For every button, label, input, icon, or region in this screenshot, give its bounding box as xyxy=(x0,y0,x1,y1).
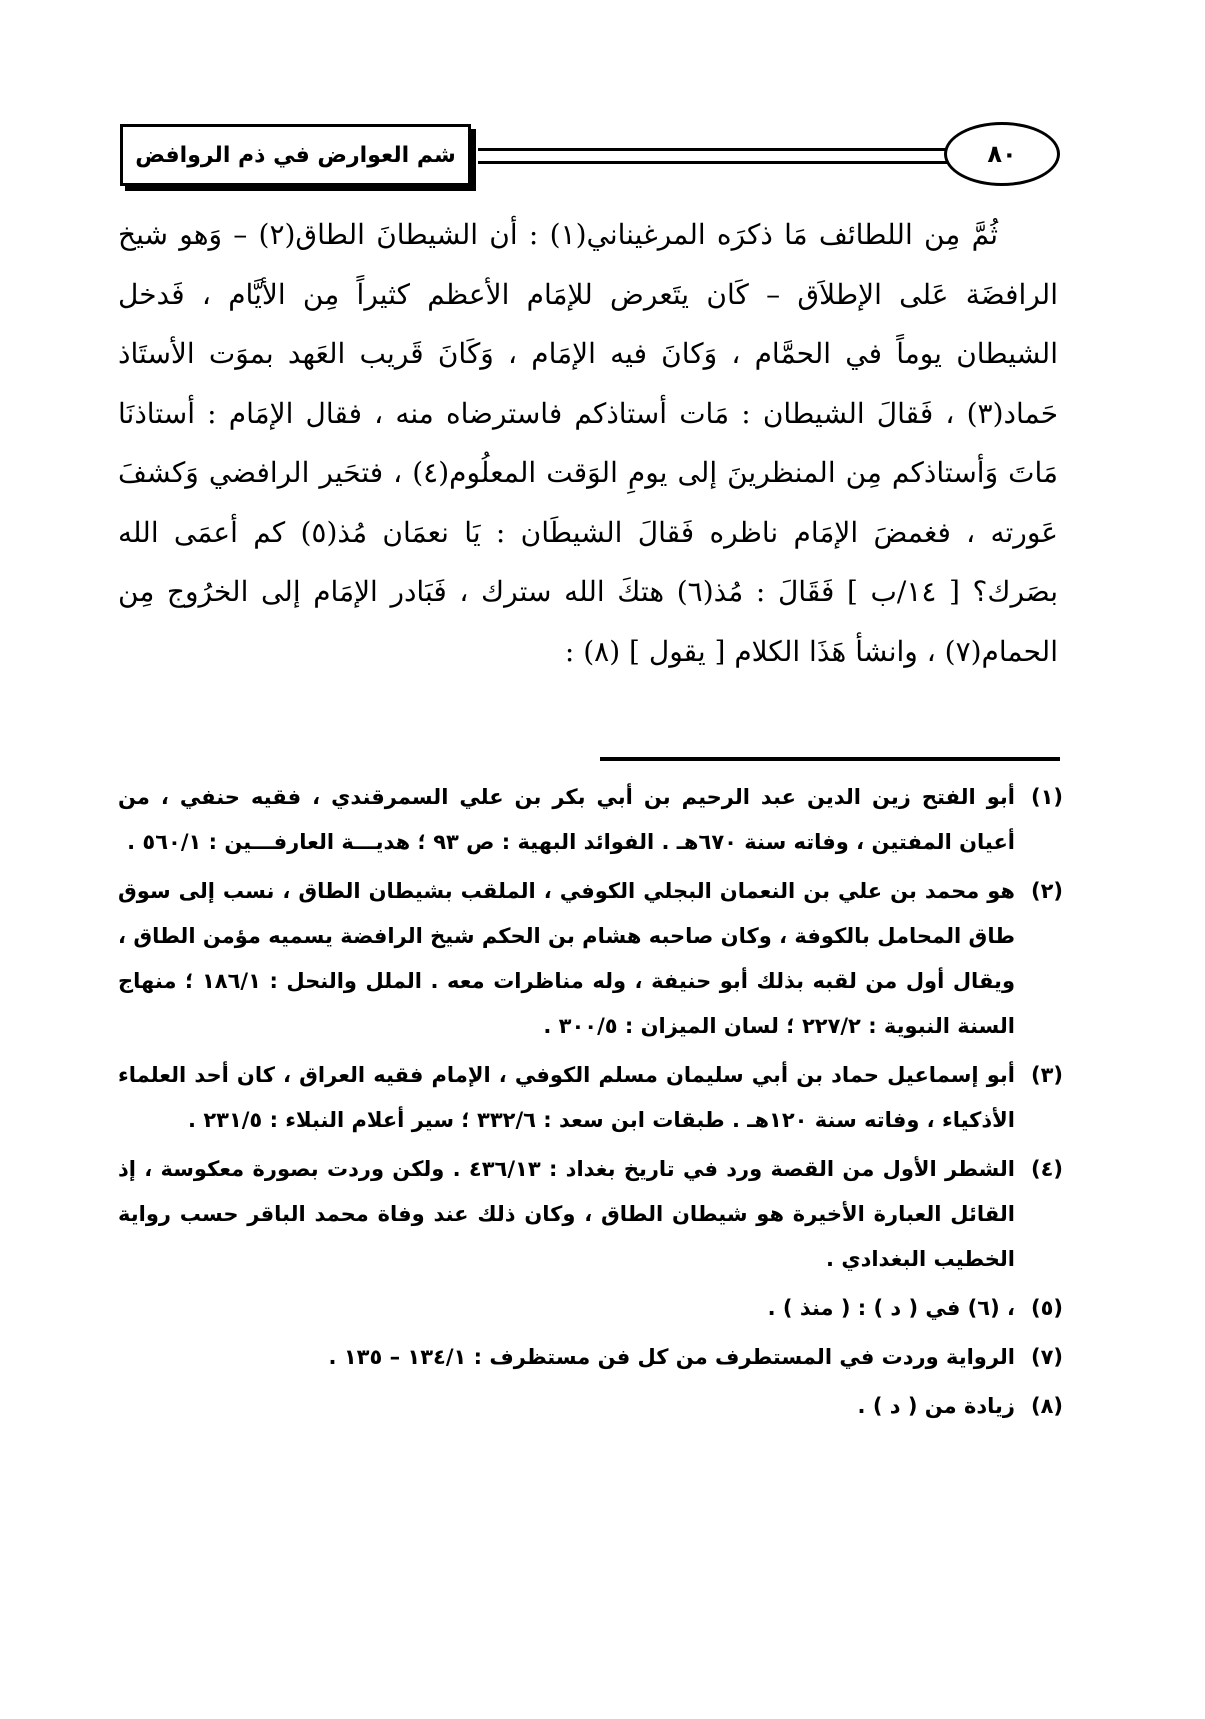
main-paragraph: ثُمَّ مِن اللطائف مَا ذكرَه المرغيناني(١) : أن الشيطانَ الطاق(٢) – وَهو شيخ الرافضَة عَلى الإطلاَق – كَان يتَعرض للإمَام الأعظم كثيراً مِن الأيَّام ، فَدخل الشيطان يوماً في الحمَّام ، وَكانَ فيه الإمَام ، وَكَانَ قَريب العَهد بموَت الأستَاذ حَماد(٣) ، فَقالَ الشيطان : مَات أستاذكم فاسترضاه منه ، فقال الإمَام : أستاذنَا مَاتَ وَأستاذكم مِن المنظرينَ إلى يومِ الوَقت المعلُوم(٤) ، فتحَير الرافضي وَكشفَ عَورته ، فغمضَ الإمَام ناظره فَقالَ الشيطَان : يَا نعمَان مُذ(٥) كم أعمَى الله بصَرك؟ [ ١٤/ب ] فَقَالَ : مُذ(٦) هتكَ الله سترك ، فَبَادر الإمَام إلى الخرُوج مِن الحمام(٧) ، وانشأ هَذَا الكلام [ يقول ] (٨) : xyxy=(118,218,1059,668)
footnote-number: (٧) xyxy=(1030,1345,1063,1369)
footnote-3 xyxy=(118,1053,1063,1143)
page-header xyxy=(120,118,1060,188)
footnote-separator xyxy=(600,757,1060,761)
main-text xyxy=(118,205,1058,681)
footnote-number: (٣) xyxy=(1030,1063,1063,1087)
header-rule xyxy=(478,148,948,164)
footnote-2 xyxy=(118,869,1063,1049)
footnote-number: (٥) xyxy=(1030,1296,1063,1320)
footnote-text: زيادة من ( د ) . xyxy=(857,1394,1015,1418)
footnote-number: (٢) xyxy=(1030,879,1063,903)
book-title: شم العوارض في ذم الروافض xyxy=(120,124,471,186)
footnote-text: الشطر الأول من القصة ورد في تاريخ بغداد : ٤٣٦/١٣ . ولكن وردت بصورة معكوسة ، إذ القائل العبارة الأخيرة هو شيطان الطاق ، وكان ذلك عند وفاة محمد الباقر حسب رواية الخطيب البغدادي . xyxy=(118,1157,1015,1271)
footnote-text: هو محمد بن علي بن النعمان البجلي الكوفي ، الملقب بشيطان الطاق ، نسب إلى سوق طاق المحامل بالكوفة ، وكان صاحبه هشام بن الحكم شيخ الرافضة يسميه مؤمن الطاق ، ويقال أول من لقبه بذلك أبو حنيفة ، وله مناظرات معه . الملل والنحل : ١٨٦/١ ؛ منهاج السنة النبوية : ٢٢٧/٢ ؛ لسان الميزان : ٣٠٠/٥ . xyxy=(118,879,1015,1038)
footnote-text: الرواية وردت في المستطرف من كل فن مستظرف : ١٣٤/١ – ١٣٥ . xyxy=(328,1345,1015,1369)
footnote-7 xyxy=(118,1335,1063,1380)
footnote-text: ، (٦) في ( د ) : ( منذ ) . xyxy=(767,1296,1015,1320)
footnote-number: (١) xyxy=(1030,785,1063,809)
footnotes xyxy=(118,775,1063,1433)
footnote-5 xyxy=(118,1286,1063,1331)
footnote-4 xyxy=(118,1147,1063,1282)
footnote-text: أبو إسماعيل حماد بن أبي سليمان مسلم الكوفي ، الإمام فقيه العراق ، كان أحد العلماء الأذكياء ، وفاته سنة ١٢٠هـ . طبقات ابن سعد : ٣٣٢/٦ ؛ سير أعلام النبلاء : ٢٣١/٥ . xyxy=(118,1063,1015,1132)
footnote-8 xyxy=(118,1384,1063,1429)
page-number: ٨٠ xyxy=(944,122,1060,186)
footnote-number: (٤) xyxy=(1030,1157,1063,1181)
footnote-1 xyxy=(118,775,1063,865)
footnote-number: (٨) xyxy=(1030,1394,1063,1418)
footnote-text: أبو الفتح زين الدين عبد الرحيم بن أبي بكر بن علي السمرقندي ، فقيه حنفي ، من أعيان المفتين ، وفاته سنة ٦٧٠هـ . الفوائد البهية : ص ٩٣ ؛ هديـــة العارفـــين : ٥٦٠/١ . xyxy=(118,785,1015,854)
